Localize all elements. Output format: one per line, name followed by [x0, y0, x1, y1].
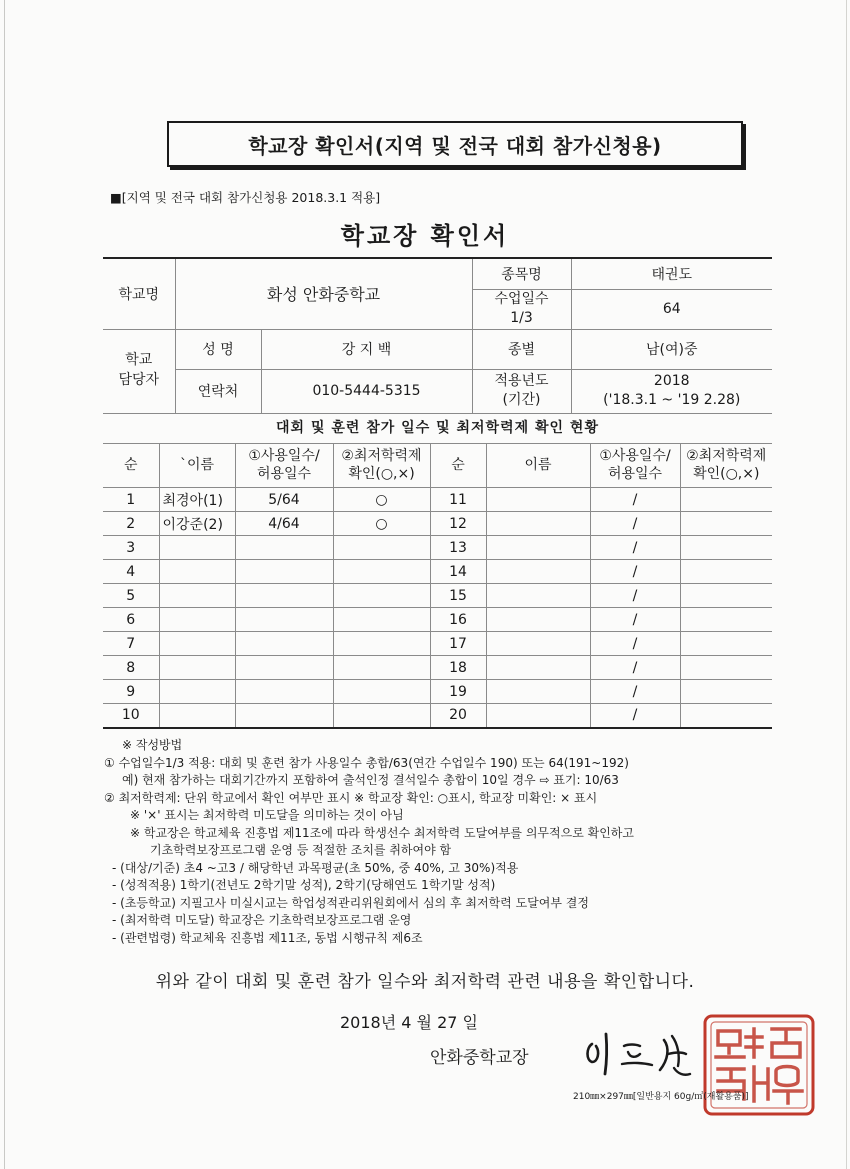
note-line: 예) 현재 참가하는 대회기간까지 포함하여 출석인정 결석일수 총합이 10일 경우 ⇨ 표기: 10/63: [122, 773, 619, 787]
page-edge: [4, 0, 5, 1169]
note-line: ② 최저학력제: 단위 학교에서 확인 여부만 표시 ※ 학교장 확인: ○표시, 학교장 미확인: × 표시: [104, 790, 598, 805]
note-line: - (관련법령) 학교체육 진흥법 제11조, 동법 시행규칙 제6조: [112, 930, 423, 945]
student-name: [159, 560, 235, 584]
note-line: - (대상/기준) 초4 ~고3 / 해당학년 과목평균(초 50%, 중 40%, 고 30%)적용: [112, 860, 519, 875]
student-name: 최경아(1): [159, 488, 235, 512]
student-name: [486, 488, 590, 512]
gender-value: 남(여)중: [571, 329, 772, 369]
student-name: [159, 584, 235, 608]
form-header-title: 학교장 확인서(지역 및 전국 대회 참가신청용): [248, 133, 662, 158]
student-name: [486, 584, 590, 608]
teacher-name-value: 강 지 백: [261, 329, 472, 369]
table-row: 9 19 /: [103, 680, 772, 704]
event-label: 종목명: [472, 258, 571, 289]
col-days: ①사용일수/ 허용일수: [235, 444, 333, 488]
col-name: `이름: [159, 444, 235, 488]
confirmation-statement: 위와 같이 대회 및 훈련 참가 일수와 최저학력 관련 내용을 확인합니다.: [155, 972, 695, 992]
note-line: ① 수업일수1/3 적용: 대회 및 훈련 참가 사용일수 총합/63(연간 수업일수 190) 또는 64(191~192): [104, 755, 629, 770]
table-row: 7 17 /: [103, 632, 772, 656]
note-line: - (최저학력 미도달) 학교장은 기초학력보장프로그램 운영: [112, 913, 412, 927]
student-name: 이강준(2): [159, 512, 235, 536]
teacher-label: 학교 담당자: [103, 329, 175, 413]
student-name: [159, 704, 235, 728]
student-name: [159, 536, 235, 560]
table-row: 2 이강준(2) 4/64 ○ 12 /: [103, 512, 772, 536]
student-name: [486, 632, 590, 656]
applicability-note: ■[지역 및 전국 대회 참가신청용 2018.3.1 적용]: [110, 190, 381, 205]
student-name: [159, 680, 235, 704]
school-value: 화성 안화중학교: [175, 258, 472, 329]
instructions-notes: [104, 737, 774, 947]
note-line: - (초등학교) 지필고사 미실시교는 학업성적관리위원회에서 심의 후 최저학력 도달여부 결정: [112, 895, 589, 910]
note-line: ※ '×' 표시는 최저학력 미도달을 의미하는 것이 아님: [130, 808, 404, 822]
table-row: 8 18 /: [103, 656, 772, 680]
col-check: ②최저학력제 확인(○,×): [333, 444, 430, 488]
participation-table: [103, 443, 772, 729]
gender-label: 종별: [472, 329, 571, 369]
student-name: [486, 512, 590, 536]
student-name: [159, 656, 235, 680]
page-edge: [846, 0, 847, 1169]
school-label: 학교명: [103, 258, 175, 329]
class-days-label: 수업일수 1/3: [472, 289, 571, 329]
note-line: ※ 학교장은 학교체육 진흥법 제11조에 따라 학생선수 최저학력 도달여부를 의무적으로 확인하고: [130, 825, 634, 840]
student-name: [486, 680, 590, 704]
apply-year-value: 2018 ('18.3.1 ~ '19 2.28): [571, 369, 772, 413]
student-name: [159, 608, 235, 632]
contact-value: 010-5444-5315: [261, 369, 472, 413]
table-row: 6 16 /: [103, 608, 772, 632]
student-name: [486, 560, 590, 584]
col-name: 이름: [486, 444, 590, 488]
col-check: ②최저학력제 확인(○,×): [680, 444, 772, 488]
col-no: 순: [103, 444, 159, 488]
paper-spec: 210㎜×297㎜[일반용지 60g/㎡(재활용품)]: [573, 1092, 749, 1102]
class-days-value: 64: [571, 289, 772, 329]
notes-heading: ※ 작성방법: [122, 738, 183, 752]
participation-section-title: 대회 및 훈련 참가 일수 및 최저학력제 확인 현황: [276, 420, 599, 436]
table-row: 4 14 /: [103, 560, 772, 584]
contact-label: 연락처: [175, 369, 261, 413]
student-name: [486, 608, 590, 632]
table-row: 1 최경아(1) 5/64 ○ 11 /: [103, 488, 772, 512]
school-info-table: [103, 257, 772, 414]
col-days: ①사용일수/ 허용일수: [590, 444, 680, 488]
note-line: 기초학력보장프로그램 운영 등 적절한 조치를 취하여야 함: [150, 843, 452, 857]
apply-year-label: 적용년도 (기간): [472, 369, 571, 413]
handwritten-signature: [582, 1026, 708, 1082]
student-name: [486, 656, 590, 680]
teacher-name-label: 성 명: [175, 329, 261, 369]
col-no: 순: [430, 444, 486, 488]
table-row: 5 15 /: [103, 584, 772, 608]
form-header-box: [167, 121, 743, 167]
document-title: 학교장 확인서: [340, 222, 510, 250]
student-name: [159, 632, 235, 656]
event-value: 태권도: [571, 258, 772, 289]
student-name: [486, 704, 590, 728]
table-row: 10 20 /: [103, 704, 772, 728]
table-row: 3 13 /: [103, 536, 772, 560]
note-line: - (성적적용) 1학기(전년도 2학기말 성적), 2학기(당해연도 1학기말 성적): [112, 878, 496, 892]
issue-date: 2018년 4 월 27 일: [340, 1013, 478, 1032]
student-name: [486, 536, 590, 560]
principal-title: 안화중학교장: [430, 1048, 529, 1068]
